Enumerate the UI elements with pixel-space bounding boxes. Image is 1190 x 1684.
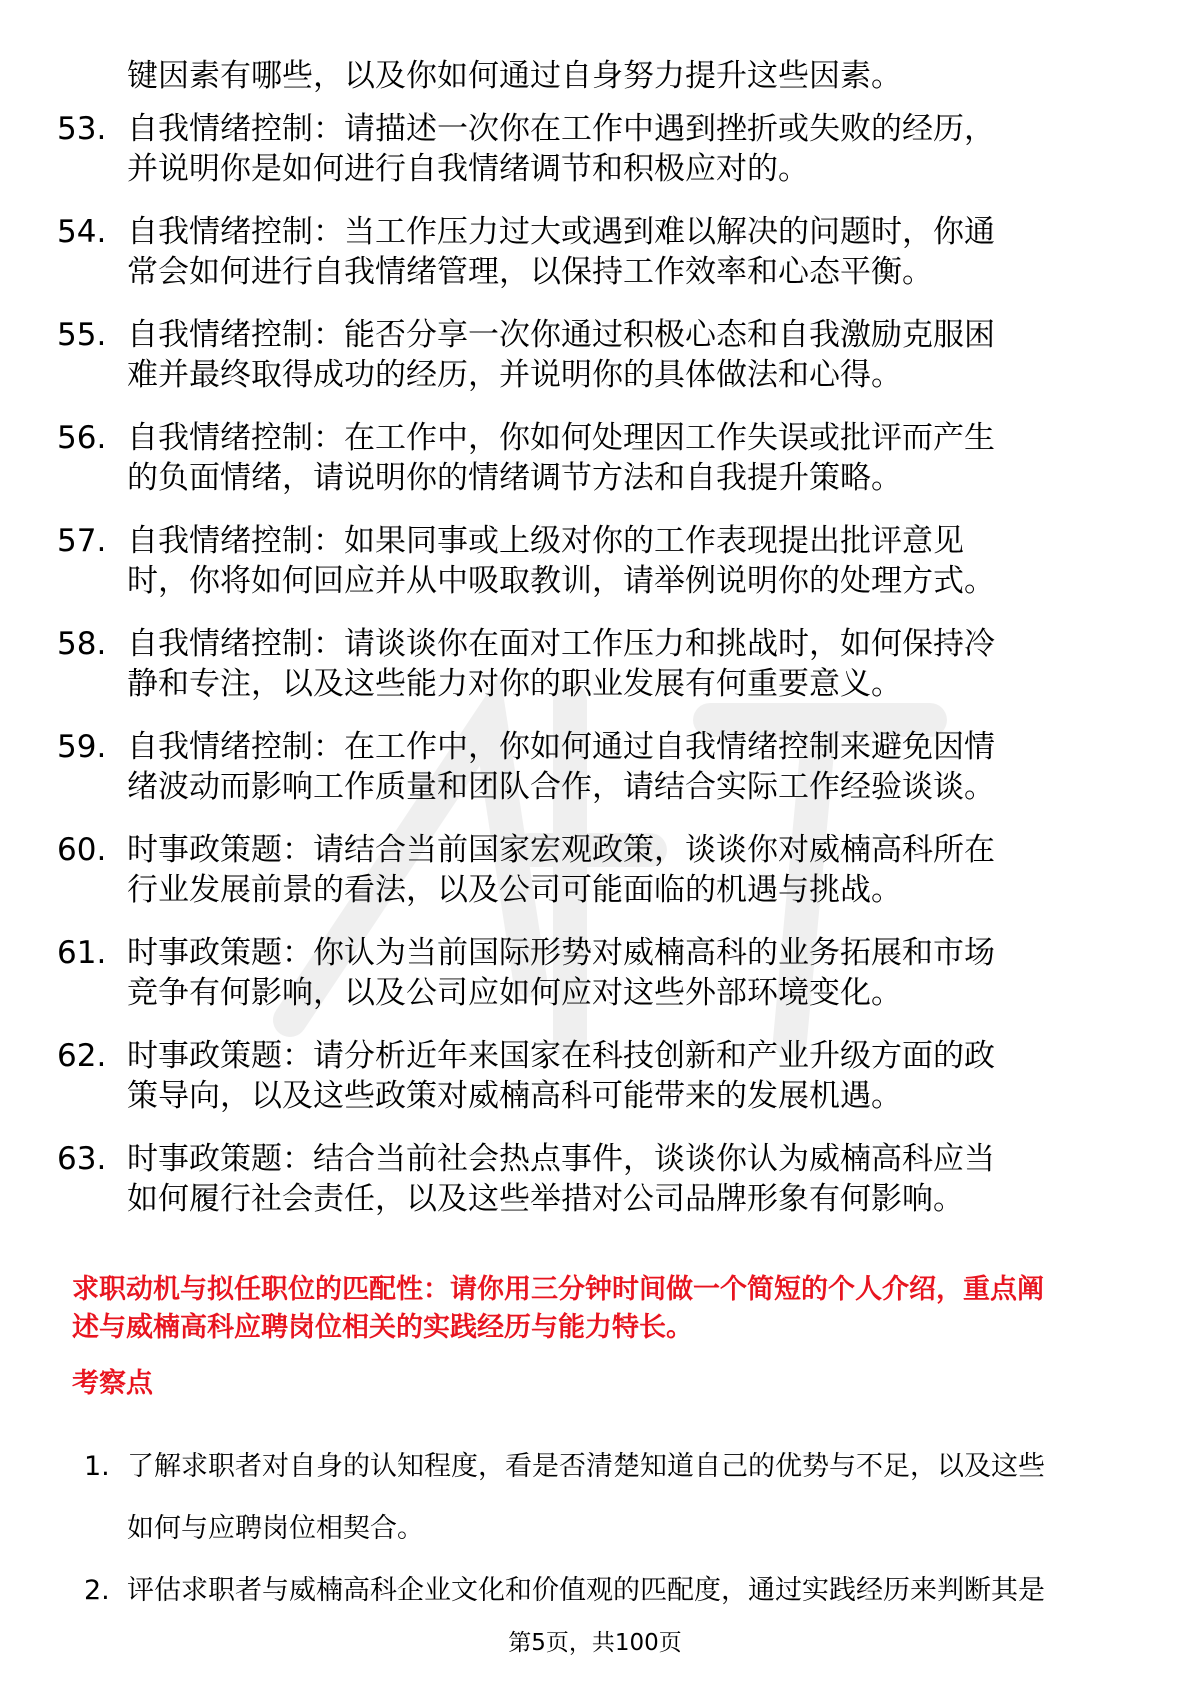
- question-number: 60.: [57, 832, 107, 868]
- question-line: 时事政策题：结合当前社会热点事件，谈谈你认为威楠高科应当: [127, 1141, 995, 1177]
- question-number: 55.: [57, 317, 107, 353]
- question-item: [0, 727, 1190, 830]
- question-text: [127, 315, 1117, 395]
- point-line: 评估求职者与威楠高科企业文化和价值观的匹配度，通过实践经历来判断其是: [127, 1575, 1045, 1606]
- question-item: [0, 624, 1190, 727]
- question-number: 58.: [57, 626, 107, 662]
- question-number: 54.: [57, 214, 107, 250]
- section-prompt-line: 述与威楠高科应聘岗位相关的实践经历与能力特长。: [72, 1312, 693, 1343]
- question-item: [0, 418, 1190, 521]
- question-item: [0, 1139, 1190, 1242]
- question-text: [127, 109, 1117, 189]
- point-number: 1.: [84, 1451, 110, 1482]
- question-number: 53.: [57, 111, 107, 147]
- point-number: 2.: [84, 1575, 110, 1606]
- question-line: 静和专注，以及这些能力对你的职业发展有何重要意义。: [127, 666, 902, 702]
- question-line: 时事政策题：请分析近年来国家在科技创新和产业升级方面的政: [127, 1038, 995, 1074]
- question-line: 自我情绪控制：当工作压力过大或遇到难以解决的问题时，你通: [127, 214, 995, 250]
- question-line: 如何履行社会责任，以及这些举措对公司品牌形象有何影响。: [127, 1181, 964, 1217]
- question-item: [0, 109, 1190, 212]
- question-item: [0, 1036, 1190, 1139]
- question-list: [0, 109, 1190, 1242]
- question-number: 62.: [57, 1038, 107, 1074]
- question-line: 行业发展前景的看法，以及公司可能面临的机遇与挑战。: [127, 872, 902, 908]
- question-line: 策导向，以及这些政策对威楠高科可能带来的发展机遇。: [127, 1078, 902, 1114]
- question-line: 自我情绪控制：在工作中，你如何通过自我情绪控制来避免因情: [127, 729, 995, 765]
- question-item: [0, 933, 1190, 1036]
- point-item: [0, 1449, 1190, 1573]
- question-text: [127, 1139, 1117, 1219]
- question-line: 竞争有何影响，以及公司应如何应对这些外部环境变化。: [127, 975, 902, 1011]
- question-number: 63.: [57, 1141, 107, 1177]
- question-number: 57.: [57, 523, 107, 559]
- question-text: [127, 1036, 1117, 1116]
- question-number: 61.: [57, 935, 107, 971]
- question-line: 时，你将如何回应并从中吸取教训，请举例说明你的处理方式。: [127, 563, 995, 599]
- question-item: [0, 315, 1190, 418]
- section-prompt-line: 求职动机与拟任职位的匹配性：请你用三分钟时间做一个简短的个人介绍，重点阐: [72, 1274, 1044, 1305]
- question-line: 自我情绪控制：能否分享一次你通过积极心态和自我激励克服困: [127, 317, 995, 353]
- question-item: [0, 521, 1190, 624]
- question-line: 并说明你是如何进行自我情绪调节和积极应对的。: [127, 151, 809, 187]
- page-footer: 第5页，共100页: [508, 1630, 682, 1656]
- question-item: [0, 830, 1190, 933]
- question-text: [127, 521, 1117, 601]
- question-text: [127, 418, 1117, 498]
- question-line: 时事政策题：你认为当前国际形势对威楠高科的业务拓展和市场: [127, 935, 995, 971]
- question-text: [127, 624, 1117, 704]
- question-line: 时事政策题：请结合当前国家宏观政策，谈谈你对威楠高科所在: [127, 832, 995, 868]
- point-text: [127, 1436, 1117, 1560]
- question-line: 常会如何进行自我情绪管理，以保持工作效率和心态平衡。: [127, 254, 933, 290]
- question-text: [127, 727, 1117, 807]
- section-prompt: [72, 1271, 1117, 1347]
- question-text: [127, 933, 1117, 1013]
- question-line: 自我情绪控制：请描述一次你在工作中遇到挫折或失败的经历，: [127, 111, 995, 147]
- question-number: 56.: [57, 420, 107, 456]
- question-line: 自我情绪控制：在工作中，你如何处理因工作失误或批评而产生: [127, 420, 995, 456]
- question-line: 自我情绪控制：如果同事或上级对你的工作表现提出批评意见: [127, 523, 964, 559]
- points-heading: 考察点: [72, 1368, 153, 1399]
- points-list: [0, 1449, 1190, 1606]
- question-number: 59.: [57, 729, 107, 765]
- question-item: [0, 212, 1190, 315]
- question-line: 自我情绪控制：请谈谈你在面对工作压力和挑战时，如何保持冷: [127, 626, 995, 662]
- continuation-line: 键因素有哪些，以及你如何通过自身努力提升这些因素。: [127, 58, 902, 94]
- question-text: [127, 830, 1117, 910]
- question-text: [127, 212, 1117, 292]
- question-line: 绪波动而影响工作质量和团队合作，请结合实际工作经验谈谈。: [127, 769, 995, 805]
- question-line: 的负面情绪，请说明你的情绪调节方法和自我提升策略。: [127, 460, 902, 496]
- point-text: [127, 1560, 1117, 1622]
- point-line: 如何与应聘岗位相契合。: [127, 1513, 424, 1544]
- question-line: 难并最终取得成功的经历，并说明你的具体做法和心得。: [127, 357, 902, 393]
- point-line: 了解求职者对自身的认知程度，看是否清楚知道自己的优势与不足，以及这些: [127, 1451, 1045, 1482]
